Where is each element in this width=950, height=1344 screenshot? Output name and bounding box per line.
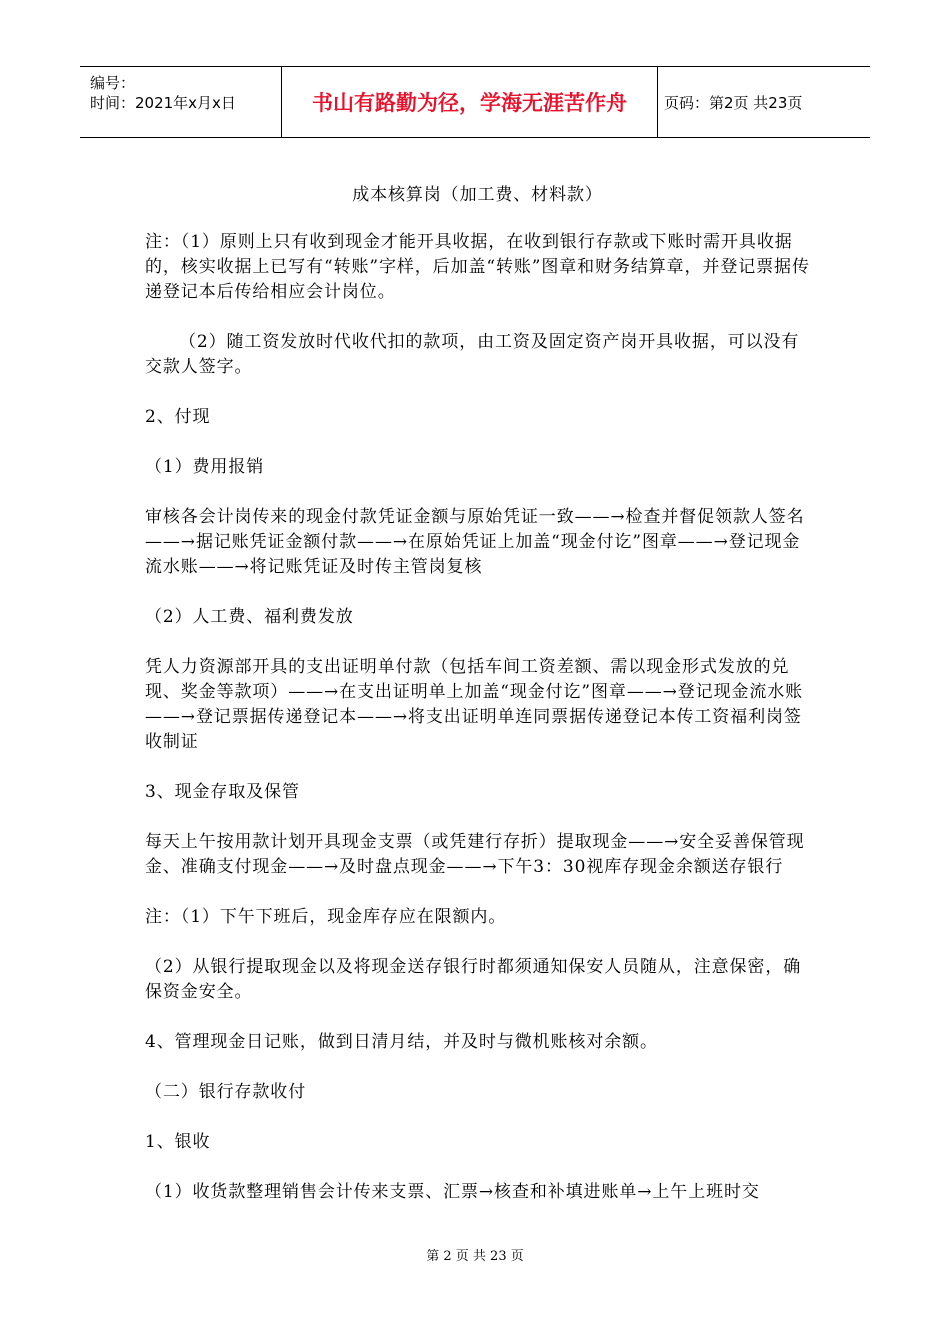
paragraph: 注：（1）原则上只有收到现金才能开具收据，在收到银行存款或下账时需开具收据的，核实收据上已写有“转账”字样，后加盖“转账”图章和财务结算章，并登记票据传递登记本后传给相应会计岗位。 <box>145 232 810 302</box>
header-motto: 书山有路勤为径，学海无涯苦作舟 <box>282 67 658 137</box>
header-page-info: 页码：第2页 共23页 <box>664 93 803 112</box>
section-heading: 3、现金存取及保管 <box>145 782 300 802</box>
paragraph: 注：（1）下午下班后，现金库存应在限额内。 <box>145 907 507 927</box>
page-header <box>80 66 870 138</box>
paragraph: 凭人力资源部开具的支出证明单付款（包括车间工资差额、需以现金形式发放的兑现、奖金等款项）——→在支出证明单上加盖“现金付讫”图章——→登记现金流水账——→登记票据传递登记本——→将支出证明单连同票据传递登记本传工资福利岗签收制证 <box>145 657 804 752</box>
serial-label: 编号： <box>90 74 136 92</box>
paragraph: 每天上午按用款计划开具现金支票（或凭建行存折）提取现金——→安全妥善保管现金、准确支付现金——→及时盘点现金——→下午3：30视库存现金余额送存银行 <box>145 832 805 877</box>
time-label: 时间：2021年x月x日 <box>90 94 236 112</box>
document-body <box>145 183 810 1230</box>
paragraph: 审核各会计岗传来的现金付款凭证金额与原始凭证一致——→检查并督促领款人签名——→据记账凭证金额付款——→在原始凭证上加盖“现金付讫”图章——→登记现金流水账——→将记账凭证及时传主管岗复核 <box>145 507 805 577</box>
subsection-heading: （1）费用报销 <box>145 457 265 477</box>
paragraph: （2）从银行提取现金以及将现金送存银行时都须通知保安人员随从，注意保密，确保资金安全。 <box>145 957 802 1002</box>
paragraph: 4、管理现金日记账，做到日清月结，并及时与微机账核对余额。 <box>145 1032 658 1052</box>
page-footer: 第 2 页 共 23 页 <box>426 1249 524 1264</box>
paragraph: （1）收货款整理销售会计传来支票、汇票→核查和补填进账单→上午上班时交 <box>145 1182 760 1202</box>
subsection-heading: （2）人工费、福利费发放 <box>145 607 354 627</box>
header-meta <box>80 67 282 137</box>
subsection-heading: 1、银收 <box>145 1132 211 1152</box>
section-heading: （二）银行存款收付 <box>145 1082 307 1102</box>
paragraph: （2）随工资发放时代收代扣的款项，由工资及固定资产岗开具收据，可以没有交款人签字。 <box>145 332 800 377</box>
document-title: 成本核算岗（加工费、材料款） <box>352 185 603 205</box>
section-heading: 2、付现 <box>145 407 211 427</box>
